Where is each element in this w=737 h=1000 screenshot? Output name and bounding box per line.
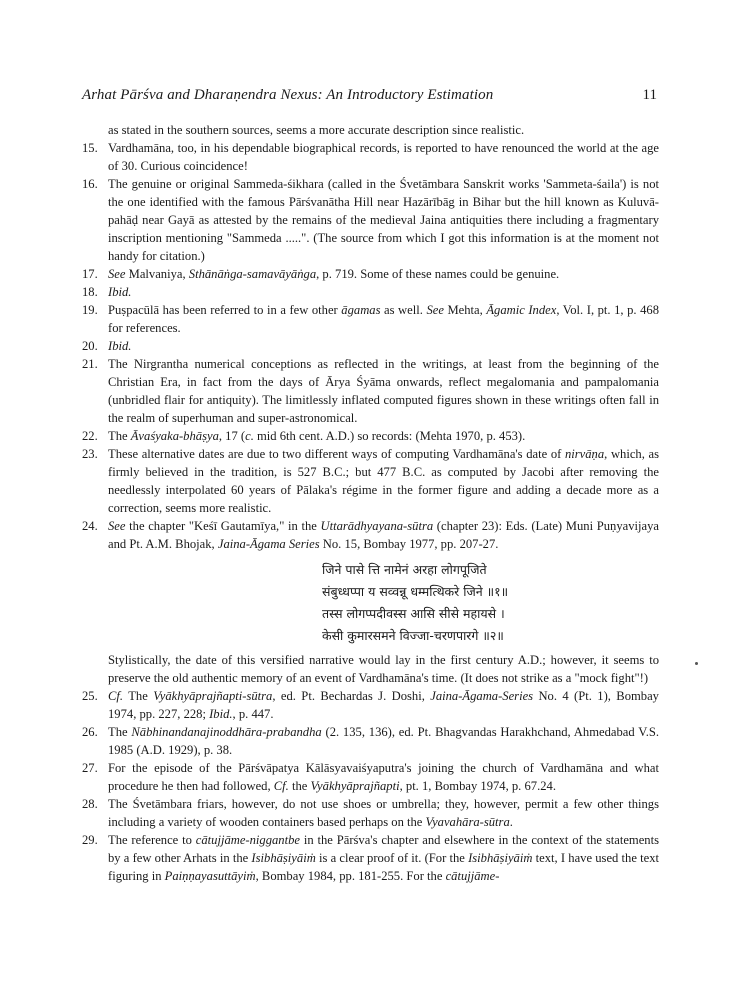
note-segment: The: [108, 429, 131, 443]
verse-line: तस्स लोगप्पदीवस्स आसि सीसे महायसे ।: [322, 606, 505, 621]
note-segment: , ed. Pt. Bechardas J. Doshi,: [272, 689, 431, 703]
note-italic: Ibid.: [108, 285, 132, 299]
note-segment: No. 4 (Pt. 1), Bombay 1974, pp. 227, 228;: [108, 689, 659, 721]
note-text: [108, 517, 659, 553]
note-19: [82, 301, 659, 337]
note-segment: is a clear proof of it. (For the: [315, 851, 469, 865]
note-segment: , 17 (: [218, 429, 246, 443]
note-text: [108, 283, 659, 301]
note-italic: See: [108, 267, 126, 281]
note-italic: Vyākhyāprajñapti-sūtra: [153, 689, 273, 703]
margin-speck: [695, 662, 698, 665]
note-text: [108, 831, 659, 885]
note-segment: mid 6th cent. A.D.) so records: (Mehta 1970, p. 453).: [253, 429, 526, 443]
note-italic: Vyavahāra-sūtra: [425, 815, 510, 829]
note-italic: nirvāṇa: [564, 447, 605, 461]
note-number: 28.: [82, 797, 98, 811]
note-italic: Uttarādhyayana-sūtra: [320, 519, 434, 533]
note-16: [82, 175, 659, 265]
note-number: 23.: [82, 447, 98, 461]
note-22: [82, 427, 659, 445]
verse-line: संबुध्धप्पा य सव्वन्नू धम्मत्थिकरे जिने ॥१॥: [322, 584, 509, 599]
note-number: 24.: [82, 519, 98, 533]
note-italic: See: [426, 303, 444, 317]
note-text: [108, 337, 659, 355]
note-segment: The reference to: [108, 833, 196, 847]
note-italic: Isibhāṣiyāiṁ: [251, 851, 316, 865]
note-segment: the chapter "Keśī Gautamīya," in the: [125, 519, 321, 533]
note-text: Vardhamāna, too, in his dependable biographical records, is reported to have renounced the world at the age of 30. Curious coincidence!: [108, 141, 659, 173]
note-text: [108, 759, 659, 795]
note-21: [82, 355, 659, 427]
note-25: [82, 687, 659, 723]
note-italic: Āvaśyaka-bhāṣya: [130, 429, 219, 443]
note-segment: No. 15, Bombay 1977, pp. 207-27.: [319, 537, 499, 551]
note-segment: Mehta,: [443, 303, 487, 317]
note-segment: the: [288, 779, 311, 793]
note-number: 27.: [82, 761, 98, 775]
note-italic: āgamas: [341, 303, 381, 317]
note-italic: Ibid.: [108, 339, 132, 353]
note-number: 25.: [82, 689, 98, 703]
note-15: [82, 139, 659, 175]
page-number: 11: [642, 87, 657, 103]
note-italic: cātujjāme-niggantbe: [195, 833, 300, 847]
note-text: [108, 445, 659, 517]
note-italic: Nābhinandanajinoddhāra-prabandha: [131, 725, 322, 739]
note-number: 20.: [82, 339, 98, 353]
note-segment: , pt. 1, Bombay 1974, p. 67.24.: [399, 779, 556, 793]
note-text: The Nirgrantha numerical conceptions as reflected in the writings, at least from the beginning of the Christian Era, in fact from the days of Ārya Śyāma onwards, reflect megalomania and pampalomania (unbridled flair for antiquity). The limitlessly inflated computed figures shown in these writings often fall in the realm of superhuman and super-astronomical.: [108, 357, 659, 425]
endnotes: [82, 121, 659, 885]
note-number: 17.: [82, 267, 98, 281]
note-number: 16.: [82, 177, 98, 191]
note-17: [82, 265, 659, 283]
note-italic: Cf.: [108, 689, 124, 703]
note-text: [108, 795, 659, 831]
note-italic: Isibhāṣiyāiṁ: [468, 851, 533, 865]
running-title: Arhat Pārśva and Dharaṇendra Nexus: An Introductory Estimation: [82, 87, 494, 103]
note-italic: c.: [245, 429, 254, 443]
note-26: [82, 723, 659, 759]
note-italic: Vyākhyāprajñapti: [310, 779, 400, 793]
note-text: [108, 427, 659, 445]
note-number: 29.: [82, 833, 98, 847]
note-24: [82, 517, 659, 553]
prakrit-verse: [82, 559, 659, 647]
note-segment: These alternative dates are due to two different ways of computing Vardhamāna's date of: [108, 447, 565, 461]
note-segment: , Vol. I, pt. 1, p. 468 for references.: [108, 303, 659, 335]
note-number: 19.: [82, 303, 98, 317]
note-segment: Puṣpacūlā has been referred to in a few other: [108, 303, 342, 317]
note-20: [82, 337, 659, 355]
note-italic: Sthānāṅga-samavāyāṅga: [188, 267, 317, 281]
note-segment: , p. 447.: [232, 707, 274, 721]
note-segment: (2. 135, 136), ed. Pt. Bhagvandas Harakhchand, Ahmedabad V.S. 1985 (A.D. 1929), p. 38.: [108, 725, 659, 757]
note-segment: For the episode of the Pārśvāpatya Kālāsyavaiśyaputra's joining the church of Vardhamāna and what procedure he then had followed,: [108, 761, 659, 793]
note-text: [108, 301, 659, 337]
note-segment: (chapter 23): Eds. (Late) Muni Puṇyavijaya and Pt. A.M. Bhojak,: [108, 519, 659, 551]
note-italic: Jaina-Āgama-Series: [430, 689, 534, 703]
note-segment: , Bombay 1984, pp. 181-255. For the: [255, 869, 446, 883]
note-italic: Paiṇṇayasuttāyiṁ: [164, 869, 256, 883]
note-text: The genuine or original Sammeda-śikhara (called in the Śvetāmbara Sanskrit works 'Sammeta-śaila') is not the one identified with the famous Pārśvanātha Hill near Hazārībāg in Bihar but the hill known as Kuluvā-pahāḍ near Gayā as attested by the remains of the medieval Jaina antiquities there including a fragmentary inscription mentioning "Sammeda .....". (The source from which I got this information is at the moment not handy for citation.): [108, 177, 659, 263]
note-segment: Malvaniya,: [125, 267, 189, 281]
note-27: [82, 759, 659, 795]
note-number: 18.: [82, 285, 98, 299]
note-italic: Āgamic Index: [486, 303, 557, 317]
note-18: [82, 283, 659, 301]
note-number: 15.: [82, 141, 98, 155]
note-italic: cātujjāme-: [445, 869, 500, 883]
page-header: [82, 86, 657, 108]
note-24-paragraph: Stylistically, the date of this versified narrative would lay in the first century A.D.; however, it seems to preserve the old authentic memory of an event of Vardhamāna's time. (It does not strike as a "mock fight"!): [108, 653, 659, 685]
note-text: [108, 687, 659, 723]
note-segment: as well.: [380, 303, 427, 317]
note-number: 22.: [82, 429, 98, 443]
note-23: [82, 445, 659, 517]
note-28: [82, 795, 659, 831]
note-29: [82, 831, 659, 885]
note-segment: in the Pārśva's chapter and elsewhere in the context of the statements by a few other Arhats in the: [108, 833, 660, 865]
note-italic: See: [108, 519, 126, 533]
note-number: 26.: [82, 725, 98, 739]
note-number: 21.: [82, 357, 98, 371]
note-continuation: as stated in the southern sources, seems a more accurate description since realistic.: [108, 123, 525, 137]
note-italic: Cf.: [273, 779, 289, 793]
note-segment: The: [123, 689, 154, 703]
note-segment: text, I have used the text figuring in: [108, 851, 660, 883]
note-italic: Jaina-Āgama Series: [217, 537, 320, 551]
verse-line: केसी कुमारसमने विज्जा-चरणपारगे ॥२॥: [322, 628, 504, 643]
note-segment: The Śvetāmbara friars, however, do not use shoes or umbrella; they, however, permit a few other things including a variety of wooden containers based perhaps on the: [108, 797, 659, 829]
note-italic: Ibid.: [209, 707, 233, 721]
note-segment: , which, as firmly believed in the tradition, is 527 B.C.; but 477 B.C. as computed by Jacobi after removing the needlessly interpolated 60 years of Pālaka's régime in the former figure and adding a decade more as a correction, seems more realistic.: [108, 447, 659, 515]
verse-line: जिने पासे त्ति नामेनं अरहा लोगपूजिते: [322, 562, 487, 577]
note-segment: , p. 719. Some of these names could be genuine.: [316, 267, 560, 281]
note-segment: .: [509, 815, 513, 829]
note-text: [108, 723, 659, 759]
note-text: [108, 265, 659, 283]
note-segment: The: [108, 725, 132, 739]
